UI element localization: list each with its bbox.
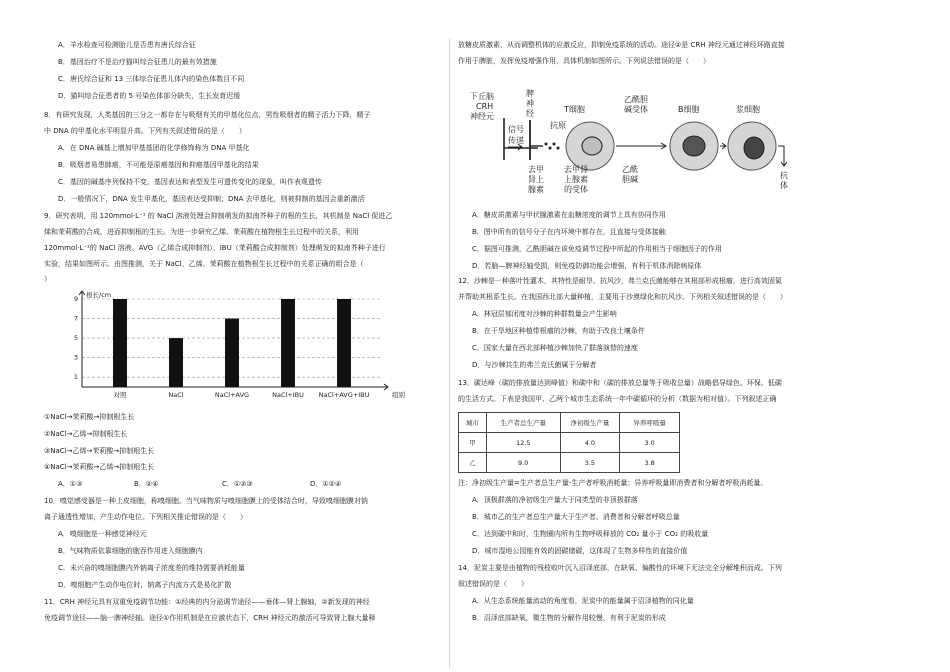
bar: [169, 338, 183, 387]
spleen-nerve-label: 神: [526, 99, 534, 108]
q9-choice-a: A．①③: [58, 480, 83, 488]
q13-stem-line: 的生活方式。下表是我国甲、乙两个城市生态系统一年中碳循环的分析（数据为相对值）。下列叙述正确: [458, 395, 777, 403]
y-axis-label: 根长/cm: [86, 291, 112, 299]
q14-stem-line: 14．泥炭主要是由植物的残枝败叶沉入沼泽底部，在缺氧、偏酸性的环境下无法完全分解堆积而成。下列: [458, 564, 782, 572]
y-tick-label: 9: [73, 295, 78, 303]
q8-option-d: D．一般情况下，DNA 发生甲基化，基因表达受抑制；DNA 去甲基化，则被抑制的基因会重新激活: [58, 195, 365, 203]
antibody-label: 体: [780, 181, 788, 190]
q10-option-c: C．未兴奋的嗅细胞膜内外钠离子浓度差的维持需要消耗能量: [58, 564, 245, 572]
table-row: [459, 433, 680, 453]
q11-option-d: D．若脑—脾神经轴受损，则免疫防御功能会增强，有利于机体消除病原体: [472, 262, 702, 270]
crh-spleen-pathway-diagram: [468, 88, 798, 198]
table-header-row: [459, 413, 680, 433]
norepinephrine-label: 肾上: [528, 175, 544, 184]
signal-label: 传递: [508, 136, 524, 145]
table-row: [459, 453, 680, 473]
crh-neuron-label: 下丘脑: [470, 92, 494, 101]
q14-option-b: B．沼泽底部缺氧，微生物的分解作用较慢，有利于泥炭的形成: [472, 614, 666, 622]
b-cell-label: B细胞: [678, 105, 700, 114]
q7-option-d: D．猫叫综合征患者的 5 号染色体部分缺失，生长发育迟缓: [58, 92, 241, 100]
root-length-bar-chart: [50, 289, 405, 402]
column-divider: [449, 38, 450, 668]
q8-stem-line: 中 DNA 的甲基化水平明显升高。下列有关叙述错误的是（ ）: [44, 127, 246, 135]
q9-choice-b: B．②④: [134, 480, 159, 488]
q11-option-b: B．图中所有的信号分子在内环境中都存在，且直接与受体接触: [472, 228, 666, 236]
table-cell: 3.0: [620, 433, 680, 453]
bar: [113, 299, 127, 387]
y-tick-label: 7: [73, 314, 78, 323]
plasma-cell-label: 浆细胞: [736, 105, 760, 114]
q12-option-d: D．与沙棘共生的弗兰克氏菌属于分解者: [472, 361, 597, 369]
neurotransmitter-dot: [545, 143, 548, 146]
q11-stem-line: 11．CRH 神经元具有双重免疫调节功能：①经典的内分泌调节途径——垂体—肾上腺轴，②新发现的神经: [44, 598, 370, 606]
norepinephrine-label: 去甲: [528, 165, 544, 174]
signal-label: 信号: [508, 125, 524, 134]
q11-option-a: A．糖皮质激素与甲状腺激素在血糖浓度的调节上具有协同作用: [472, 211, 666, 219]
q9-item-3: ③NaCl→乙烯→茉莉酸→抑制根生长: [44, 447, 155, 455]
bar: [225, 319, 239, 387]
q12-option-b: B．在干旱地区种植带根瘤的沙棘，有助于改良土壤条件: [472, 327, 645, 335]
acetylcholine-label: 乙酰: [622, 165, 638, 174]
x-tick-label: NaCl+AVG: [214, 391, 250, 399]
antibody-label: 抗: [780, 171, 788, 180]
norepi-receptor-label: 的受体: [564, 185, 588, 194]
crh-neuron-label: 神经元: [470, 112, 494, 121]
acetylcholine-label: 胆碱: [622, 175, 638, 184]
carbon-cycle-table: [458, 412, 680, 473]
q9-item-2: ②NaCl→乙烯→抑制根生长: [44, 430, 128, 438]
t-cell-nucleus: [582, 137, 602, 155]
q9-item-4: ④NaCl→茉莉酸→乙烯→抑制根生长: [44, 463, 155, 471]
q13-note: 注：净初级生产量=生产者总生产量-生产者呼吸消耗量；异养呼吸量即消费者和分解者呼吸消耗量。: [458, 479, 768, 487]
q10-stem-line: 10．嗅觉感受器是一种上皮细胞，称嗅细胞。当气味物质与嗅细胞膜上的受体结合时，导致嗅细胞膜对钠: [44, 497, 368, 505]
q10-option-b: B．气味物质依靠细胞的胞吞作用进入细胞膜内: [58, 547, 203, 555]
table-cell: 乙: [459, 453, 487, 473]
neurotransmitter-dot: [557, 147, 560, 150]
q9-stem-line: 实验，结果如图所示。由图推测，关于 NaCl、乙烯、茉莉酸在植物根生长过程中的关系正确的组合是（: [44, 260, 364, 268]
table-cell: 12.5: [486, 433, 560, 453]
q14-option-a: A．从生态系统能量流动的角度看，泥炭中的能量属于沼泽植物的同化量: [472, 597, 694, 605]
ach-receptor-label: 碱受体: [624, 105, 648, 114]
antibody-arrow: [778, 146, 787, 166]
table-cell: 3.8: [620, 453, 680, 473]
crh-neuron-label: CRH: [476, 102, 494, 111]
table-cell: 9.0: [486, 453, 560, 473]
q8-option-a: A．在 DNA 碱基上增加甲基基团的化学修饰称为 DNA 甲基化: [58, 144, 250, 152]
table-cell: 3.5: [560, 453, 620, 473]
y-tick-label: 3: [73, 353, 78, 362]
bar: [337, 299, 351, 387]
x-tick-label: NaCl: [168, 391, 184, 399]
q9-choice-d: D．①②④: [310, 480, 342, 488]
table-header-cell: 生产者总生产量: [486, 413, 560, 433]
q12-option-a: A．林冠层郁闭度对沙棘的种群数量会产生影响: [472, 310, 617, 318]
y-tick-label: 1: [73, 373, 78, 382]
table-cell: 甲: [459, 433, 487, 453]
q10-option-d: D．嗅细胞产生动作电位时，钠离子内流方式是易化扩散: [58, 581, 232, 589]
q12-option-c: C．国家大量在西北部种植沙棘加快了群落演替的速度: [472, 344, 638, 352]
table-header-cell: 城市: [459, 413, 487, 433]
q11-stem-line: 免疫调节途径——脑一脾神经轴。途径①作用机制是在应激状态下，CRH 神经元的激活可导致肾上腺大量释: [44, 614, 376, 622]
q9-stem-line: 9．研究表明，用 120mmol·L⁻¹ 的 NaCl 溶液处理会抑制萌发的拟南芥种子的根的生长，其机制是 NaCl 促进乙: [44, 212, 393, 220]
antigen-label: 抗原: [550, 121, 566, 130]
q13-stem-line: 13．碳达峰（碳的排放量达到峰值）和碳中和（碳的排放总量等于吸收总量）战略倡导绿色、环保、低碳: [458, 379, 782, 387]
b-cell-nucleus: [683, 136, 705, 156]
q10-option-a: A．嗅细胞是一种感觉神经元: [58, 530, 147, 538]
spleen-nerve-label: 脾: [526, 89, 534, 98]
x-tick-label: NaCl+AVG+IBU: [318, 391, 370, 399]
q14-stem-line: 叙述错误的是（ ）: [458, 580, 528, 588]
x-axis-label: 组别: [392, 391, 405, 399]
q12-stem-line: 并帮助其根系生长。在我国西北部大量种植，主要用于沙漠绿化和抗风沙。下列相关叙述错误的是（ ）: [458, 293, 787, 301]
q11-cont-line: 作用于脾脏，发挥免疫增强作用，具体机制如图所示。下列说法错误的是（ ）: [458, 57, 710, 65]
norepi-receptor-label: 上腺素: [564, 175, 588, 184]
q7-option-a: A．羊水检查可检测胎儿是否患有唐氏综合征: [58, 41, 196, 49]
table-header-cell: 异养呼吸量: [620, 413, 680, 433]
q12-stem-line: 12．沙棘是一种落叶性灌木，其特性是耐旱、抗风沙，弗兰克氏菌能够在其根部形成根瘤，进行高效固氮: [458, 277, 782, 285]
t-to-b-arrow: [616, 143, 666, 149]
norepinephrine-label: 腺素: [528, 185, 544, 194]
q9-stem-line: ）: [44, 275, 51, 283]
q13-option-d: D．城市湿地公园能有效的固碳储碳，这体现了生物多样性的直接价值: [472, 547, 688, 555]
q9-item-1: ①NaCl→茉莉酸→抑制根生长: [44, 413, 135, 421]
q13-option-a: A．顶极群落的净初级生产量大于同类型的非顶极群落: [472, 496, 638, 504]
q11-option-c: C．据图可推测，乙酰胆碱在该免疫调节过程中所起的作用相当于细胞因子的作用: [472, 245, 722, 253]
ach-receptor-label: 乙酰胆: [624, 95, 648, 104]
q8-option-c: C．基因的碱基序列保持不变，基因表达和表型发生可遗传变化的现象，叫作表观遗传: [58, 178, 322, 186]
q13-option-b: B．城市乙的生产者总生产量大于生产者、消费者和分解者呼吸总量: [472, 513, 680, 521]
q10-stem-line: 离子通透性增加，产生动作电位。下列相关推论错误的是（ ）: [44, 513, 247, 521]
q9-stem-line: 120mmol·L⁻¹的 NaCl 溶液、AVG（乙烯合成抑制剂）、IBU（茉莉酸合成抑制剂）处理萌发的拟南芥种子进行: [44, 244, 386, 252]
q7-option-b: B．基因治疗不是治疗猫叫综合征患儿的最有效措施: [58, 58, 217, 66]
table-header-cell: 净初级生产量: [560, 413, 620, 433]
neurotransmitter-dot: [549, 147, 552, 150]
norepi-receptor-label: 去甲肾: [564, 165, 588, 174]
q9-stem-line: 烯和茉莉酸的合成，进而抑制根的生长。为进一步研究乙烯、茉莉酸在植物根生长过程中的关系，利用: [44, 228, 359, 236]
q8-stem-line: 8．有研究发现，人类基因的三分之一都存在与吸烟有关的甲基化位点，男性吸烟者的精子活力下降，精子: [44, 111, 371, 119]
spleen-nerve-label: 经: [526, 109, 534, 118]
y-tick-label: 5: [73, 334, 78, 343]
q7-option-c: C．唐氏综合征和 13 三体综合征患儿体内的染色体数目不同: [58, 75, 245, 83]
neurotransmitter-dot: [553, 143, 556, 146]
q11-cont-line: 放糖皮质激素，从而调整机体的应激反应，抑制免疫系统的活动。途径②是 CRH 神经元通过神经环路直接: [458, 41, 785, 49]
t-cell-label: T细胞: [564, 105, 585, 114]
x-tick-label: NaCl+IBU: [272, 391, 304, 399]
table-cell: 4.0: [560, 433, 620, 453]
x-tick-label: 对照: [113, 391, 127, 399]
b-to-plasma-arrow: [720, 143, 726, 149]
q9-choice-c: C．①②③: [222, 480, 253, 488]
plasma-cell-nucleus: [744, 137, 764, 159]
bar: [281, 299, 295, 387]
q13-option-c: C．达到碳中和时，生物圈内所有生物呼吸释放的 CO₂ 量小于 CO₂ 的吸收量: [472, 530, 709, 538]
q8-option-b: B．吸烟者易患肺癌，不可能是原癌基因和抑癌基因甲基化的结果: [58, 161, 259, 169]
